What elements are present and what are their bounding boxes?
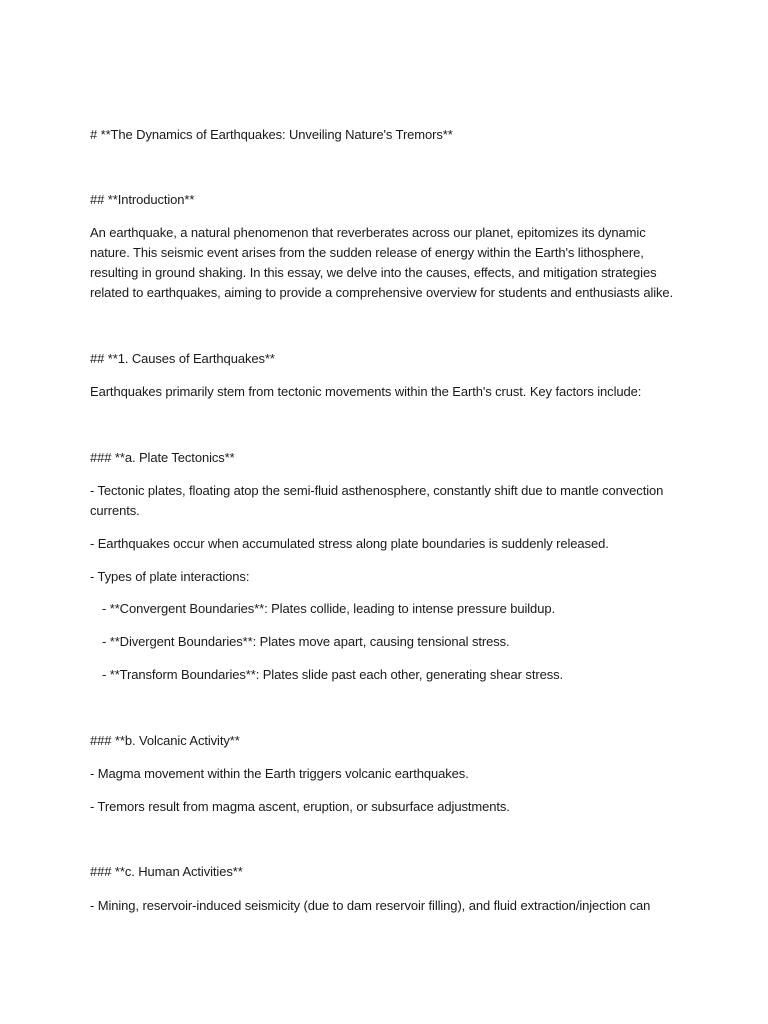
plate-sub-bullet-transform: - **Transform Boundaries**: Plates slide past each other, generating shear stress. [102,667,564,682]
volcanic-bullet-1: - Magma movement within the Earth triggers volcanic earthquakes. [90,766,469,781]
plate-sub-bullet-convergent: - **Convergent Boundaries**: Plates collide, leading to intense pressure buildup. [102,601,555,616]
plate-bullet-2: - Earthquakes occur when accumulated stress along plate boundaries is suddenly released. [90,536,609,551]
intro-line: nature. This seismic event arises from the sudden release of energy within the Earth's lithosphere, [90,245,644,260]
human-activities-heading: ### **c. Human Activities** [90,864,243,879]
causes-intro: Earthquakes primarily stem from tectonic movements within the Earth's crust. Key factors include: [90,384,642,399]
intro-paragraph [90,223,680,303]
plate-sub-bullet-divergent: - **Divergent Boundaries**: Plates move apart, causing tensional stress. [102,634,510,649]
document-title: # **The Dynamics of Earthquakes: Unveiling Nature's Tremors** [90,127,453,142]
plate-bullet-1-line: - Tectonic plates, floating atop the semi-fluid asthenosphere, constantly shift due to mantle convection [90,483,664,498]
volcanic-bullet-2: - Tremors result from magma ascent, eruption, or subsurface adjustments. [90,799,510,814]
intro-line: An earthquake, a natural phenomenon that reverberates across our planet, epitomizes its dynamic [90,225,646,240]
plate-bullet-3: - Types of plate interactions: [90,569,250,584]
human-bullet-1: - Mining, reservoir-induced seismicity (due to dam reservoir filling), and fluid extraction/injection can [90,898,651,913]
plate-bullet-1-line: currents. [90,503,140,518]
intro-line: resulting in ground shaking. In this essay, we delve into the causes, effects, and mitigation strategies [90,265,657,280]
plate-tectonics-heading: ### **a. Plate Tectonics** [90,450,235,465]
intro-heading: ## **Introduction** [90,192,195,207]
causes-heading: ## **1. Causes of Earthquakes** [90,351,275,366]
intro-line: related to earthquakes, aiming to provide a comprehensive overview for students and enthusiasts alike. [90,285,674,300]
plate-bullet-1 [90,481,680,521]
volcanic-activity-heading: ### **b. Volcanic Activity** [90,733,240,748]
